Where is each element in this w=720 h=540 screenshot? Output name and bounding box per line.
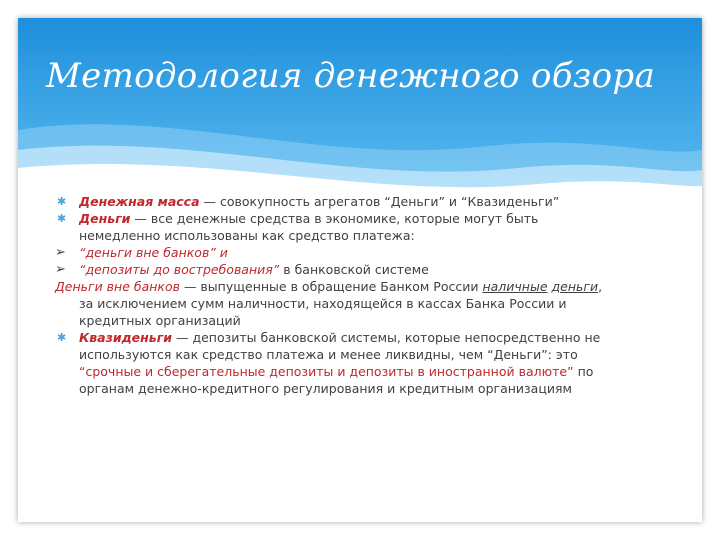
item-text: , за исключением сумм наличности, находящейся в кассах Банка России и кредитных организаций — [79, 279, 603, 328]
quote-time-deposits: “срочные и сберегательные депозиты и депозиты в иностранной валюте” — [79, 364, 574, 379]
term-money-supply: Денежная масса — [79, 194, 200, 209]
asterisk-bullet-icon: ✱ — [57, 195, 67, 208]
dash: — — [130, 211, 151, 226]
item-text: по органам денежно-кредитного регулирования и кредитным организациям — [79, 364, 594, 396]
item-text: — депозиты банковской системы, которые непосредственно не используются как средство платежа и менее ликвидны, чем “Деньги”: это — [79, 330, 601, 362]
term-money: Деньги — [79, 211, 131, 226]
link-cash-word2[interactable]: деньги — [551, 279, 599, 294]
paragraph — [55, 278, 611, 329]
quote-demand-deposits: “депозиты до востребования” — [79, 262, 280, 277]
wave-background — [18, 18, 702, 196]
slide-title: Методология денежного обзора — [46, 56, 656, 96]
item-text: — выпущенные в обращение Банком России — [179, 279, 483, 294]
header-banner — [18, 18, 702, 196]
item-text: в банковской системе — [279, 262, 429, 277]
list-item — [55, 261, 611, 278]
list-item — [55, 210, 611, 244]
asterisk-bullet-icon: ✱ — [57, 331, 67, 344]
item-text: все денежные средства в экономике, которые могут быть немедленно использованы как средство платежа: — [79, 211, 539, 243]
list-item — [55, 193, 611, 210]
dash: — — [199, 194, 220, 209]
list-item — [55, 244, 611, 261]
arrow-bullet-icon: ➢ — [55, 245, 66, 260]
term-quasi-money: Квазиденьги — [79, 330, 172, 345]
list-item — [55, 329, 611, 397]
list-item — [55, 278, 611, 329]
term-cash-outside-banks: Деньги вне банков — [55, 279, 180, 294]
quote-cash-outside-banks: “деньги вне банков” и — [79, 245, 228, 260]
link-cash-word1[interactable]: наличные — [482, 279, 548, 294]
item-text: совокупность агрегатов “Деньги” и “Квазиденьги” — [219, 194, 560, 209]
asterisk-bullet-icon: ✱ — [57, 212, 67, 225]
slide-content — [55, 193, 611, 397]
arrow-bullet-icon: ➢ — [55, 262, 66, 277]
